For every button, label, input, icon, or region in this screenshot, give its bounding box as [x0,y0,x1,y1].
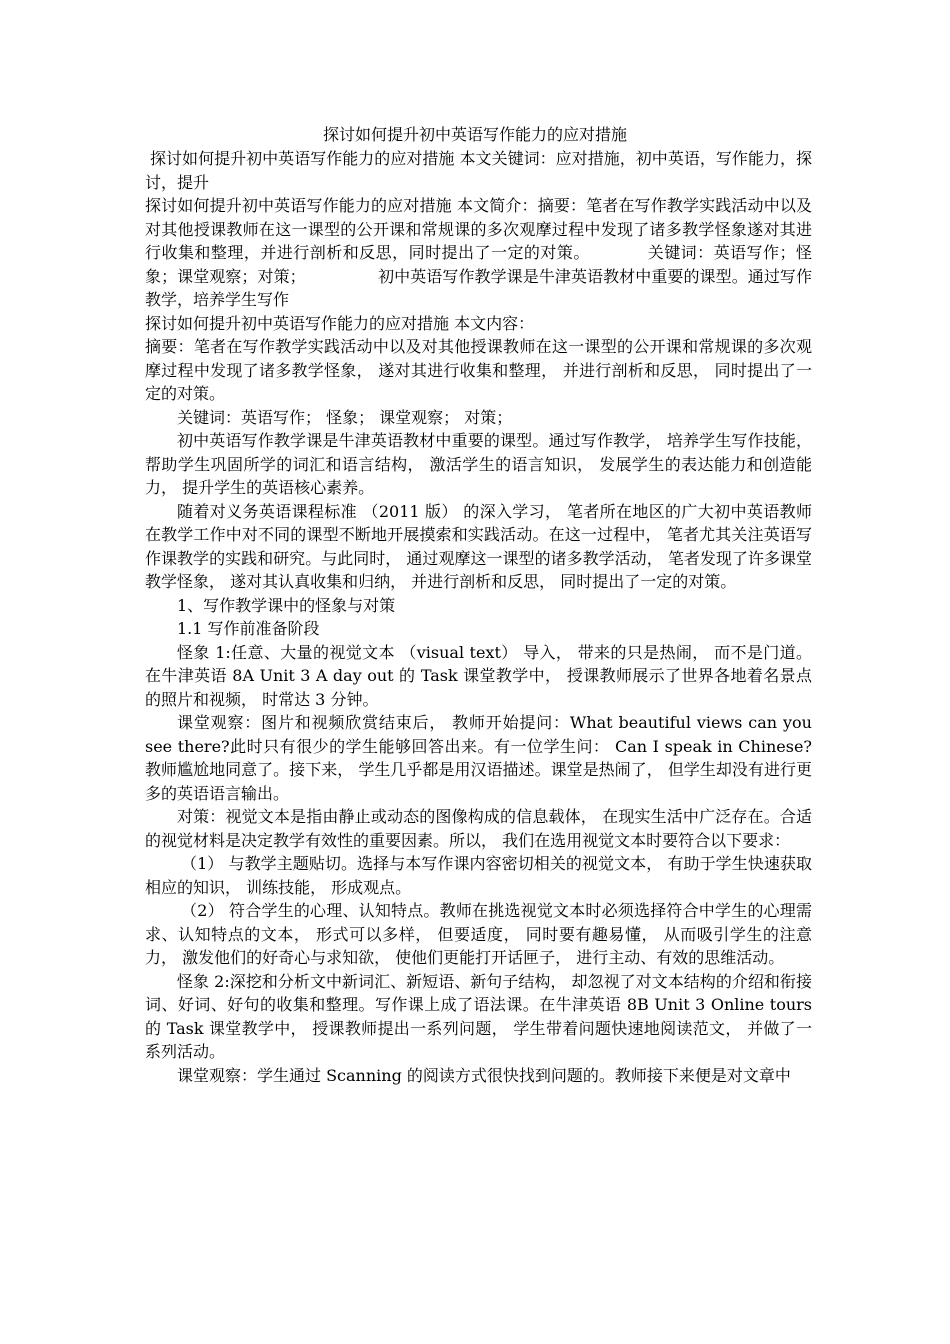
body-paragraph: 对策：视觉文本是指由静止或动态的图像构成的信息载体， 在现实生活中广泛存在。合适的视觉材料是决定教学有效性的重要因素。所以， 我们在选用视觉文本时要符合以下要求： [145,807,812,850]
subsection-heading: 1.1 写作前准备阶段 [177,619,320,638]
intro-summary-paragraph: 探讨如何提升初中英语写作能力的应对措施 本文简介：摘要：笔者在写作教学实践活动中以及对其他授课教师在这一课型的公开课和常规课的多次观摩过程中发现了诸多教学怪象遂对其进行收集和整理，并进行剖析和反思，同时提出了一定的对策。 关键词：英语写作；怪象；课堂观察；对策； 初中英语写作教学课是牛津英语教材中重要的课型。通过写作教学，培养学生写作 [145,196,812,309]
section-heading: 1、写作教学课中的怪象与对策 [177,595,396,615]
body-paragraph: 怪象 1:任意、大量的视觉文本 （visual text） 导入， 带来的只是热闹， 而不是门道。在牛津英语 8A Unit 3 A day out 的 Task 课堂教学中， 授课教师展示了世界各地着名景点的照片和视频， 时常达 3 分钟。 [145,642,812,709]
abstract-paragraph: 摘要：笔者在写作教学实践活动中以及对其他授课教师在这一课型的公开课和常规课的多次观摩过程中发现了诸多教学怪象， 遂对其进行收集和整理， 并进行剖析和反思， 同时提出了一定的对策。 [145,337,812,403]
body-paragraph: 怪象 2:深挖和分析文中新词汇、新短语、新句子结构， 却忽视了对文本结构的介绍和衔接词、好词、好句的收集和整理。写作课上成了语法课。在牛津英语 8B Unit 3 Online tours 的 Task 课堂教学中， 授课教师提出一系列问题， 学生带着问题快速地阅读范文， 并做了一系列活动。 [145,971,812,1061]
list-item: （2） 符合学生的心理、认知特点。教师在挑选视觉文本时必须选择符合中学生的心理需求、认知特点的文本， 形式可以多样， 但要适度， 同时要有趣易懂， 从而吸引学生的注意力， 激发他们的好奇心与求知欲， 使他们更能打开话匣子， 进行主动、有效的思维活动。 [145,901,812,967]
keywords-summary-paragraph: 探讨如何提升初中英语写作能力的应对措施 本文关键词：应对措施，初中英语，写作能力，探讨，提升 [145,149,812,192]
document-title: 探讨如何提升初中英语写作能力的应对措施 [322,125,627,144]
body-paragraph: 课堂观察：学生通过 Scanning 的阅读方式很快找到问题的。教师接下来便是对文章中 [177,1065,791,1085]
content-heading: 探讨如何提升初中英语写作能力的应对措施 本文内容： [145,313,535,333]
document-body [145,147,812,1087]
keywords-paragraph: 关键词：英语写作； 怪象； 课堂观察； 对策； [177,407,513,427]
body-paragraph: 课堂观察：图片和视频欣赏结束后， 教师开始提问：What beautiful views can you see there?此时只有很少的学生能够回答出来。有一位学生问： Can I speak in Chinese?教师尴尬地同意了。接下来， 学生几乎都是用汉语描述。课堂是热闹了， 但学生却没有进行更多的英语语言输出。 [145,713,812,803]
list-item: （1） 与教学主题贴切。选择与本写作课内容密切相关的视觉文本， 有助于学生快速获取相应的知识， 训练技能， 形成观点。 [145,854,812,897]
body-paragraph: 随着对义务英语课程标准 （2011 版） 的深入学习， 笔者所在地区的广大初中英语教师在教学工作中对不同的课型不断地开展摸索和实践活动。在这一过程中， 笔者尤其关注英语写作课教学的实践和研究。与此同时， 通过观摩这一课型的诸多教学活动， 笔者发现了许多课堂教学怪象， 遂对其认真收集和归纳， 并进行剖析和反思， 同时提出了一定的对策。 [145,501,812,591]
body-paragraph: 初中英语写作教学课是牛津英语教材中重要的课型。通过写作教学， 培养学生写作技能， 帮助学生巩固所学的词汇和语言结构， 激活学生的语言知识， 发展学生的表达能力和创造能力， 提升学生的英语核心素养。 [145,431,812,497]
